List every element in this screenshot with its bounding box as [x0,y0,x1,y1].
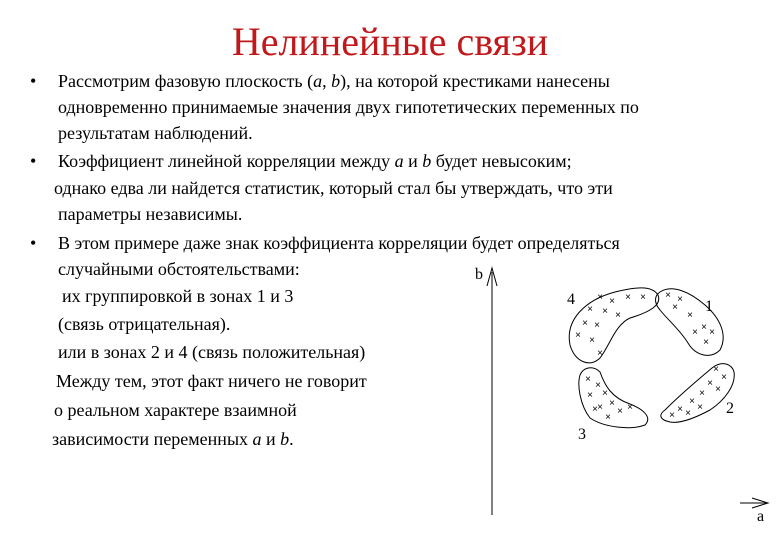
cross-marker: × [602,388,608,399]
p3-line-5: или в зонах 2 и 4 (связь положительная) [58,342,366,362]
p3-line-7: о реальном характере взаимной [54,400,297,420]
cross-marker: × [699,388,705,399]
cross-marker: × [685,408,691,419]
p3-line-3: их группировкой в зонах 1 и 3 [62,286,294,306]
p1-sep: , [322,71,332,91]
cross-marker: × [701,322,707,333]
cross-marker: × [703,337,709,348]
zone-label-3: 3 [578,426,586,443]
p2-line-3: параметры независимы. [58,204,243,224]
bullet-2: • [30,151,37,171]
cross-marker: × [697,402,703,413]
cross-marker: × [713,364,719,375]
axis-a-label: a [757,508,765,525]
p2-line-2: однако едва ли найдется статистик, который стал бы утверждать, что эти [54,178,613,198]
p1-line-3: результатам наблюдений. [58,123,253,143]
cross-marker: × [597,402,603,413]
p3-line-8-post: . [289,429,294,449]
var-a: a [252,429,262,449]
p3-line-2: случайными обстоятельствами: [58,259,300,279]
p2-line-1-pre: Коэффициент линейной корреляции между [58,151,395,171]
p1-line-2: одновременно принимаемые значения двух гипотетических переменных по [58,97,639,117]
cross-marker: × [609,398,615,409]
cross-marker: × [617,406,623,417]
cross-marker: × [669,410,675,421]
cross-marker: × [627,402,633,413]
cross-marker: × [640,292,646,303]
cross-marker: × [587,304,593,315]
cross-marker: × [597,348,603,359]
zone-label-1: 1 [705,298,713,315]
cross-marker: × [597,292,603,303]
var-a: a [394,151,404,171]
cross-marker: × [602,306,608,317]
cross-marker: × [715,384,721,395]
p1-line-1-post: ), на которой крестиками нанесены [340,71,610,91]
cross-marker: × [709,327,715,338]
cross-marker: × [594,320,600,331]
bullet-1: • [30,71,37,91]
var-a: a [313,71,323,91]
cross-marker: × [707,378,713,389]
cross-marker: × [677,294,683,305]
p1-line-1-pre: Рассмотрим фазовую плоскость ( [58,71,314,91]
cross-marker: × [692,327,698,338]
cross-marker: × [665,290,671,301]
axis-b-label: b [475,266,483,283]
cross-marker: × [589,335,595,346]
var-b: b [422,151,432,171]
cross-marker: × [687,310,693,321]
zone-label-2: 2 [726,400,734,417]
cross-marker: × [609,296,615,307]
cross-marker: × [677,404,683,415]
p3-line-4: (связь отрицательная). [58,314,231,334]
zone-label-4: 4 [567,291,575,308]
bullet-3: • [30,233,37,253]
p3-line-1: В этом примере даже знак коэффициента корреляции будет определяться [58,233,620,253]
p3-line-6: Между тем, этот факт ничего не говорит [56,371,367,391]
slide-title: Нелинейные связи [231,19,549,64]
var-b: b [280,429,290,449]
cross-marker: × [595,380,601,391]
p2-line-1-post: будет невысоким; [431,151,572,171]
cross-marker: × [575,330,581,341]
p2-mid: и [403,151,423,171]
cross-marker: × [689,396,695,407]
cross-marker: × [672,302,678,313]
cross-marker: × [605,412,611,423]
cross-marker: × [585,374,591,385]
var-b: b [331,71,341,91]
cross-marker: × [625,292,631,303]
cross-marker: × [592,404,598,415]
cross-marker: × [582,318,588,329]
cross-marker: × [587,390,593,401]
cross-marker: × [721,372,727,383]
cross-marker: × [615,310,621,321]
p3-line-8-pre: зависимости переменных [52,429,253,449]
p3-mid: и [261,429,281,449]
